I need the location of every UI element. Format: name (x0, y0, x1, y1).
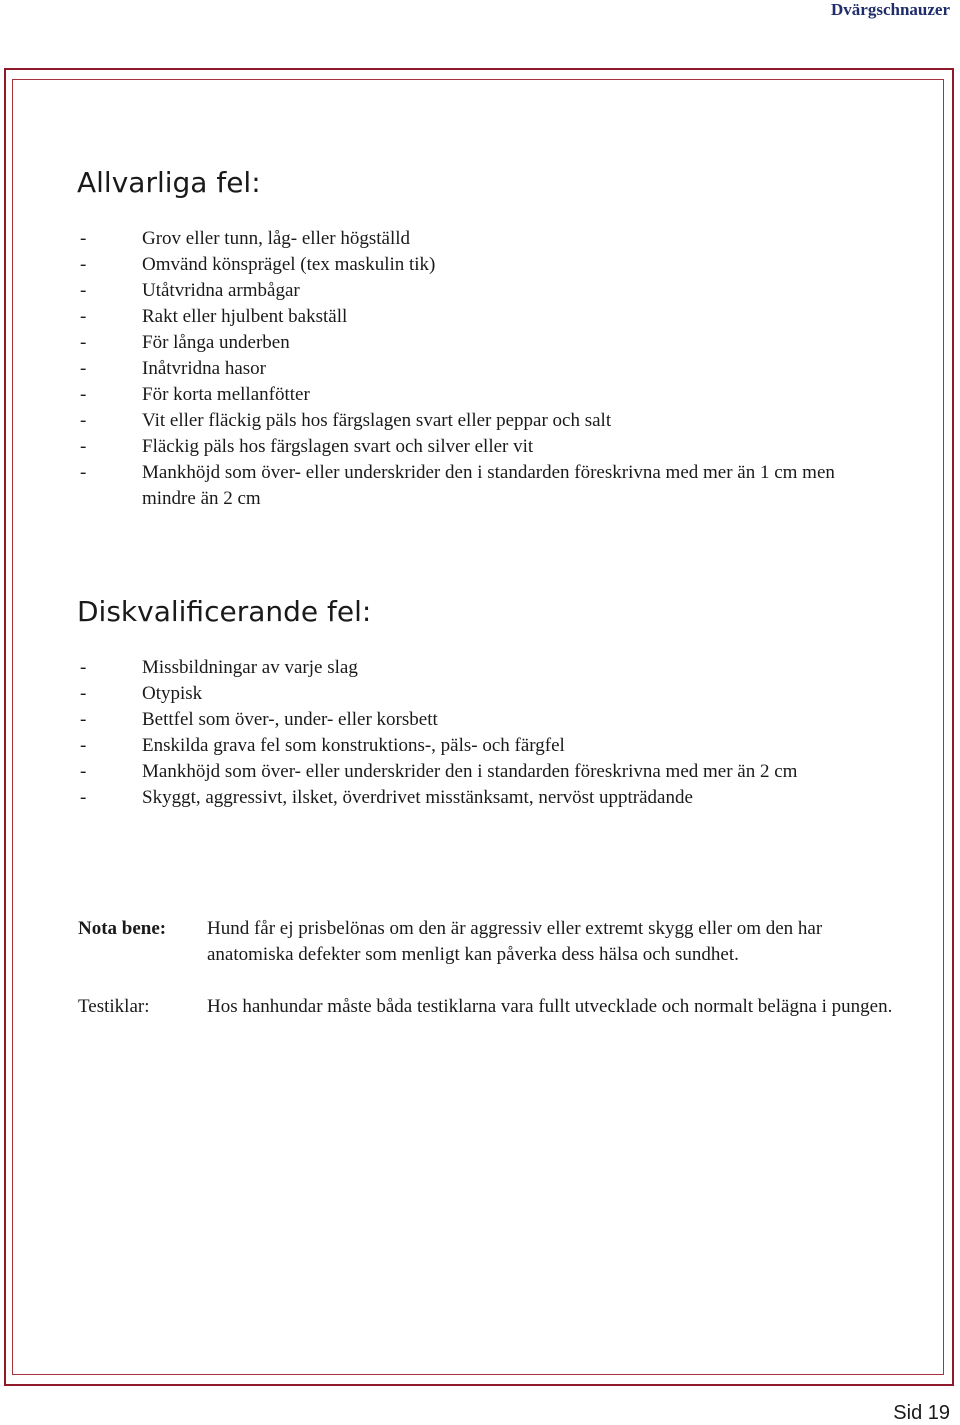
diskvalificerande-fel-heading: Diskvalificerande fel: (77, 595, 372, 628)
list-dash: - (80, 462, 87, 483)
list-item: - Skyggt, aggressivt, ilsket, överdrivet misstänksamt, nervöst uppträdande (78, 785, 878, 811)
list-item: - Omvänd könsprägel (tex maskulin tik) (78, 252, 878, 278)
list-dash: - (80, 709, 87, 730)
list-dash: - (80, 280, 87, 301)
diskvalificerande-fel-list (78, 655, 878, 811)
list-dash: - (80, 787, 87, 808)
nota-bene-block (78, 916, 898, 968)
list-item: - Otypisk (78, 681, 878, 707)
list-item: - Grov eller tunn, låg- eller högställd (78, 226, 878, 252)
document-header-title: Dvärgschnauzer (831, 0, 950, 19)
testiklar-label: Testiklar: (78, 996, 150, 1017)
list-item: - Enskilda grava fel som konstruktions-, päls- och färgfel (78, 733, 878, 759)
list-dash: - (80, 254, 87, 275)
list-item: - Bettfel som över-, under- eller korsbett (78, 707, 878, 733)
list-item: - Mankhöjd som över- eller underskrider den i standarden föreskrivna med mer än 1 cm men mindre än 2 cm (80, 462, 835, 509)
page-number: Sid 19 (893, 1402, 950, 1424)
allvarliga-fel-list (78, 226, 878, 512)
testiklar-text: Hos hanhundar måste båda testiklarna vara fullt utvecklade och normalt belägna i pungen. (207, 996, 893, 1017)
list-dash: - (80, 384, 87, 405)
list-item: - Missbildningar av varje slag (78, 655, 878, 681)
list-dash: - (80, 735, 87, 756)
list-dash: - (80, 306, 87, 327)
list-dash: - (80, 332, 87, 353)
list-dash: - (80, 228, 87, 249)
nota-bene-label: Nota bene: (78, 918, 167, 939)
list-item: - Vit eller fläckig päls hos färgslagen svart eller peppar och salt (78, 408, 878, 434)
list-item: - För långa underben (78, 330, 878, 356)
list-item: - Utåtvridna armbågar (78, 278, 878, 304)
list-dash: - (80, 683, 87, 704)
nota-bene-text: Hund får ej prisbelönas om den är aggressiv eller extremt skygg eller om den har anatomiska defekter som menligt kan påverka dess hälsa och sundhet. (207, 918, 823, 965)
list-dash: - (80, 657, 87, 678)
testiklar-block (78, 994, 898, 1020)
list-item: - Rakt eller hjulbent bakställ (78, 304, 878, 330)
list-dash: - (80, 436, 87, 457)
list-item: - Mankhöjd som över- eller underskrider den i standarden föreskrivna med mer än 2 cm (78, 759, 878, 785)
list-item: - Inåtvridna hasor (78, 356, 878, 382)
list-item: - Fläckig päls hos färgslagen svart och silver eller vit (78, 434, 878, 460)
list-dash: - (80, 761, 87, 782)
list-dash: - (80, 358, 87, 379)
list-dash: - (80, 410, 87, 431)
list-item: - För korta mellanfötter (78, 382, 878, 408)
allvarliga-fel-heading: Allvarliga fel: (77, 166, 261, 199)
